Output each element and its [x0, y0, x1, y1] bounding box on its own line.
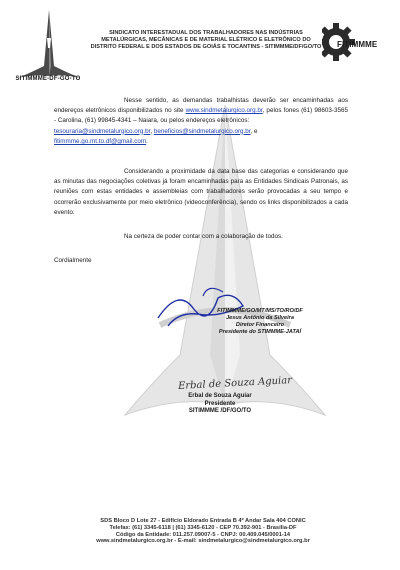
footer-line-web: www.sindmetalurgico.org.br - E-mail: sindmetalurgico@sindmetalurgico.org.br	[96, 538, 310, 545]
email-separator: ,	[150, 127, 154, 135]
signature-1-role: Diretor Financeiro	[235, 322, 285, 328]
footer-line-registration: Código da Entidade: 011.257.09007-5 - CNPJ: 00.409.045/0001-14	[115, 531, 291, 538]
letter-body	[54, 96, 348, 266]
signature-1-org: FITIMMME/GO/MT/MS/TO/RO/DF	[217, 308, 303, 314]
paragraph-contacts	[54, 96, 348, 127]
contacts-text-rest: , pelos fones (61) 98603-3565 - Carolina, (61) 99845-4341 – Naiara, ou pelos endereços eletrônicos:	[54, 107, 348, 125]
federation-logo-text: FITIMMME	[337, 40, 378, 49]
paragraph-closing-remark: Na certeza de poder contar com a colaboração de todos.	[124, 233, 283, 241]
closing-salutation: Cordialmente	[54, 257, 92, 265]
org-name-line3: DISTRITO FEDERAL E DOS ESTADOS DE GOIÁS E TOCANTINS - SITIMMME/DF/GO/TO	[90, 44, 322, 51]
union-logo-caption: SITIMMME-DF-GO-TO	[15, 76, 81, 82]
email-link-gmail[interactable]: fitimmme.go.mt.to.df@gmail.com	[54, 137, 147, 145]
contacts-text: Nesse sentido, as demandas trabalhistas deverão ser encaminhadas aos endereços eletrônicos disponibilizados no site	[54, 97, 348, 115]
signature-1-name: Jesus Antônio da Silveira	[226, 315, 294, 321]
email-separator-and: , e	[250, 127, 258, 135]
email-link-beneficios[interactable]: beneficios@sindmetalurgico.org.br	[153, 127, 251, 135]
signature-block-2	[150, 393, 290, 416]
signature-2-name: Erbal de Souza Aguiar	[188, 393, 252, 399]
email-list	[54, 127, 348, 137]
signature-2-org: SITIMMME /DF/GO/TO	[188, 408, 252, 415]
email-end: .	[146, 137, 148, 145]
org-name-line1: SINDICATO INTERESTADUAL DOS TRABALHADORES NAS INDÚSTRIAS	[109, 30, 303, 36]
signature-2-title: Presidente	[204, 400, 236, 407]
signature-handwritten-2: Erbal de Souza Aguiar	[177, 375, 293, 392]
paragraph-meetings: Considerando a proximidade da data base das categorias e considerando que as minutas das negociações coletivas já foram encaminhadas para as Entidades Sindicais Patronais, as reuniões com estas entidades e assembleias com trabalhadores serão provocadas a seu tempo e ocorrerão exclusivamente por meio eletrônico (videoconferência), sendo os links disponibilizados a cada evento.	[54, 168, 348, 216]
signature-1-role2: Presidente do STIMMME-JATAÍ	[218, 329, 302, 335]
footer-line-phone: Telefax: (61) 3345-6118 | (61) 3345-6120 - CEP 70.392-901 - Brasília-DF	[109, 524, 297, 531]
footer-line-address: SDS Bloco D Lote 27 - Edifício Eldorado Entrada B 4º Andar Sala 404 CONIC	[100, 518, 306, 524]
union-logo	[14, 8, 84, 84]
email-list-last	[54, 137, 348, 147]
signature-block-1	[140, 308, 380, 336]
email-link-tesouraria[interactable]: tesouraria@sindmetalurgico.org.br	[54, 127, 151, 135]
footer-address	[38, 518, 368, 545]
org-name-line2: METALÚRGICAS, MECÂNICAS E DE MATERIAL ELÉTRICO E ELETRÔNICO DO	[101, 37, 311, 44]
website-link[interactable]: www.sindmetalurgico.org.br	[185, 107, 263, 115]
organization-header	[88, 30, 324, 51]
